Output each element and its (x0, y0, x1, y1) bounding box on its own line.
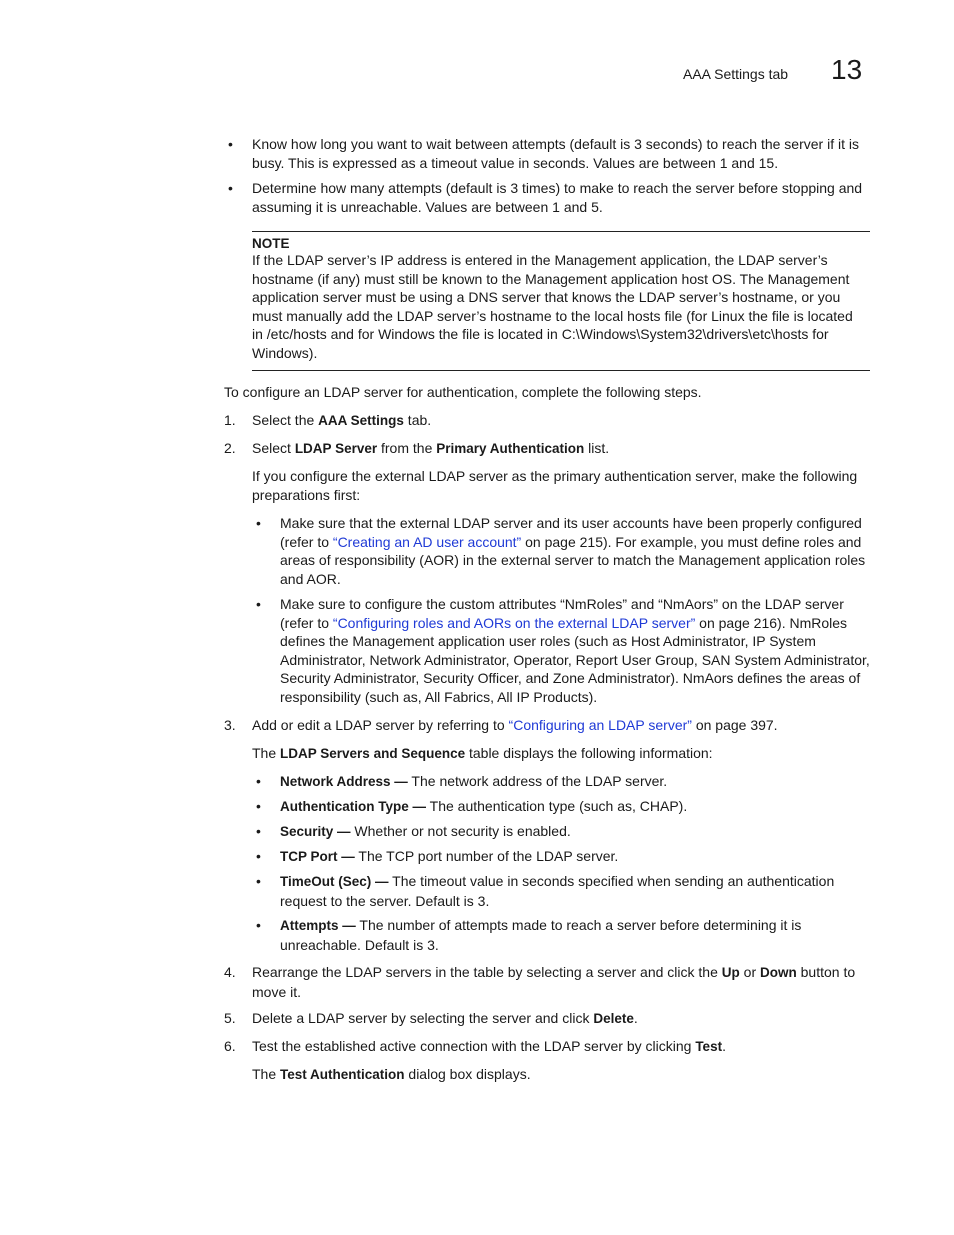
step-1-text-end: tab. (403, 412, 432, 428)
bullet-text-end: on page 216). NmRoles defines the Management application user roles (such as Host Administrator, IP System Administrator, Network Administrator, Operator, Report User Group, SAN System Administrator, Security Administrator, Security Officer, and Zone Administrator). NmAors defines the areas of responsibility (such as, All Fabrics, All IP Products). (280, 614, 870, 705)
ui-term: LDAP Server (294, 441, 378, 456)
running-header: AAA Settings tab (683, 66, 789, 82)
cross-reference-link[interactable]: “Configuring roles and AORs on the external LDAP server” (332, 614, 696, 631)
step-3-paragraph (252, 744, 870, 764)
step-1-text: Select the (252, 412, 319, 428)
field-term: TCP Port — (280, 849, 355, 864)
field-term: Security — (280, 824, 351, 839)
ui-term: Test Authentication (280, 1067, 405, 1082)
bullet-text: Make sure that the external LDAP server and its user accounts have been properly configured (refer to (280, 515, 862, 550)
field-term: Network Address — (280, 774, 408, 789)
step-6-paragraph (252, 1065, 870, 1085)
note-label: NOTE (252, 236, 290, 251)
field-item (280, 772, 870, 792)
step-3 (252, 716, 870, 735)
step-6-text-end: . (722, 1038, 726, 1054)
step-number: 3. (224, 717, 236, 733)
step-4-text-mid: or (739, 964, 760, 980)
step-number: 6. (224, 1038, 236, 1054)
field-item (280, 847, 870, 867)
step-6-text: Test the established active connection with the LDAP server by clicking (252, 1038, 696, 1054)
note-bottom-rule (252, 370, 870, 371)
ui-term: Test (695, 1039, 723, 1054)
intro-paragraph: To configure an LDAP server for authentication, complete the following steps. (224, 384, 702, 400)
paragraph-text-end: dialog box displays. (404, 1066, 531, 1082)
bullet-icon (256, 514, 261, 533)
step-5-text: Delete a LDAP server by selecting the server and click (252, 1010, 594, 1026)
field-term: Authentication Type — (280, 799, 427, 814)
bullet-icon (256, 595, 261, 614)
bullet-text-end: on page 215). For example, you must define roles and areas of responsibility (AOR) in the external server to match the Management application roles and AOR. (280, 533, 866, 587)
ui-term: Primary Authentication (436, 441, 585, 456)
bullet-icon (256, 872, 261, 891)
step-6 (252, 1037, 870, 1057)
ui-term: LDAP Servers and Sequence (280, 746, 466, 761)
bullet-icon (256, 822, 261, 841)
step-5-text-end: . (633, 1010, 638, 1026)
step-2-text-mid: from the (377, 440, 437, 456)
field-description: The number of attempts made to reach a server before determining it is unreachable. Default is 3. (280, 917, 802, 953)
cross-reference-link[interactable]: “Configuring an LDAP server” (508, 717, 692, 733)
field-item (280, 916, 870, 954)
field-item (280, 797, 870, 817)
step-number: 5. (224, 1010, 236, 1026)
field-item (280, 822, 870, 842)
field-description: The timeout value in seconds specified when sending an authentication request to the server. Default is 3. (280, 873, 835, 909)
step-4-text: Rearrange the LDAP servers in the table by selecting a server and click the (252, 964, 722, 980)
step-3-text-end: on page 397. (691, 717, 778, 733)
field-description: The authentication type (such as, CHAP). (426, 798, 688, 814)
top-bullet-1: Know how long you want to wait between attempts (default is 3 seconds) to reach the server if it is busy. This is expressed as a timeout value in seconds. Values are between 1 and 15. (252, 136, 859, 171)
bullet-icon (256, 772, 261, 791)
bullet-icon (228, 135, 233, 154)
ui-term: Up (721, 965, 740, 980)
bullet-text: Make sure to configure the custom attributes “NmRoles” and “NmAors” on the LDAP server (refer to (280, 596, 844, 631)
field-term: TimeOut (Sec) — (280, 874, 389, 889)
step-number: 1. (224, 412, 236, 428)
step-5 (252, 1009, 870, 1029)
ui-term: AAA Settings (318, 413, 404, 428)
step-2-bullet-2 (280, 595, 870, 707)
bullet-icon (228, 179, 233, 198)
field-description: The network address of the LDAP server. (407, 773, 668, 789)
paragraph-text: The (252, 1066, 281, 1082)
cross-reference-link[interactable]: “Creating an AD user account” (332, 533, 522, 550)
paragraph-text-end: table displays the following information: (465, 745, 713, 761)
note-text: If the LDAP server’s IP address is entered in the Management application, the LDAP server’s hostname (if any) must still be known to the Management application host OS. The Management application server must be using a DNS server that knows the LDAP server’s hostname, or you must manually add the LDAP server’s hostname to the local hosts file (for Linux the file is located in /etc/hosts and for Windows the file is located in C:\Windows\System32\drivers\etc\hosts for Windows). (252, 252, 853, 361)
step-3-text: Add or edit a LDAP server by referring to (252, 717, 509, 733)
paragraph-text: The (252, 745, 281, 761)
ui-term: Down (760, 965, 797, 980)
field-term: Attempts — (280, 918, 356, 933)
note-top-rule (252, 231, 870, 232)
chapter-number: 13 (831, 54, 863, 85)
step-2 (252, 439, 870, 459)
bullet-icon (256, 916, 261, 935)
field-description: Whether or not security is enabled. (350, 823, 571, 839)
step-2-paragraph: If you configure the external LDAP server as the primary authentication server, make the following preparations first: (252, 468, 858, 503)
step-4 (252, 963, 870, 1001)
field-item (280, 872, 870, 910)
step-number: 2. (224, 440, 236, 456)
field-description: The TCP port number of the LDAP server. (354, 848, 619, 864)
step-4-text-end: button to move it. (252, 964, 856, 1000)
bullet-icon (256, 797, 261, 816)
step-2-text: Select (252, 440, 295, 456)
step-1 (252, 411, 870, 431)
step-number: 4. (224, 964, 236, 980)
top-bullet-2: Determine how many attempts (default is 3 times) to make to reach the server before stopping and assuming it is unreachable. Values are between 1 and 5. (252, 180, 863, 215)
bullet-icon (256, 847, 261, 866)
ui-term: Delete (593, 1011, 634, 1026)
step-2-text-end: list. (584, 440, 610, 456)
step-2-bullet-1 (280, 514, 870, 588)
